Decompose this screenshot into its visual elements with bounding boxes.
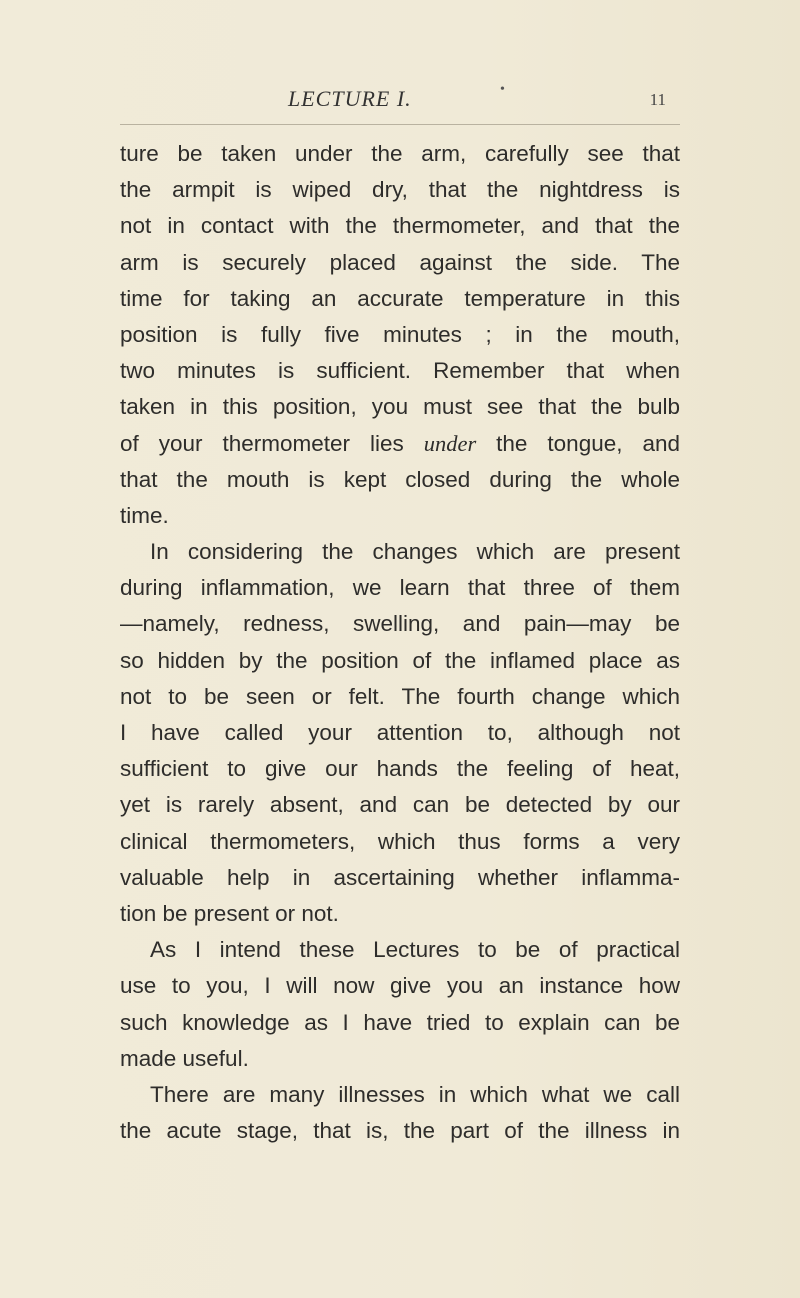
emphasized-word: under [423,430,477,456]
text-line: —namely, redness, swelling, and pain—may be [120,611,680,637]
body-text [120,136,680,1149]
running-head [120,82,680,116]
text-line: such knowledge as I have tried to explain can be [120,1009,680,1035]
text-line: use to you, I will now give you an instance how [120,973,680,999]
text-line: yet is rarely absent, and can be detected by our [120,792,680,818]
text-line: the acute stage, that is, the part of the illness in [120,1118,680,1144]
text-line [120,426,680,462]
text-line: arm is securely placed against the side. The [120,249,680,275]
running-head-title: LECTURE I. [288,86,412,111]
text-line: not to be seen or felt. The fourth change which [120,683,680,709]
text-line: taken in this position, you must see that the bulb [120,394,680,420]
text-line: clinical thermometers, which thus forms a very [120,828,680,854]
text-line: not in contact with the thermometer, and that the [120,213,680,239]
paragraph-first-line: In considering the changes which are present [150,539,680,565]
text-line: ture be taken under the arm, carefully see that [120,141,680,166]
running-head-mark: • [500,82,505,97]
text-line: time. [120,502,169,528]
text-line: tion be present or not. [120,900,339,926]
paragraph-first-line: As I intend these Lectures to be of practical [150,937,680,963]
text-line: valuable help in ascertaining whether inflamma- [120,864,680,890]
text-line: that the mouth is kept closed during the whole [120,466,680,492]
text-line: position is fully five minutes ; in the mouth, [120,321,680,347]
text-line: so hidden by the position of the inflamed place as [120,647,680,673]
text-line: the armpit is wiped dry, that the nightdress is [120,177,680,203]
text-line: two minutes is sufficient. Remember that when [120,358,680,384]
text-segment: the tongue, and [476,430,680,456]
text-line: sufficient to give our hands the feeling of heat, [120,756,680,782]
header-rule [120,124,680,125]
text-line: time for taking an accurate temperature in this [120,285,680,311]
text-segment: of your thermometer lies [120,430,424,456]
page-number: 11 [649,90,666,109]
paragraph-first-line: There are many illnesses in which what we call [150,1081,680,1107]
text-line: during inflammation, we learn that three of them [120,575,680,601]
text-line: I have called your attention to, although not [120,720,680,745]
text-line: made useful. [120,1045,249,1071]
